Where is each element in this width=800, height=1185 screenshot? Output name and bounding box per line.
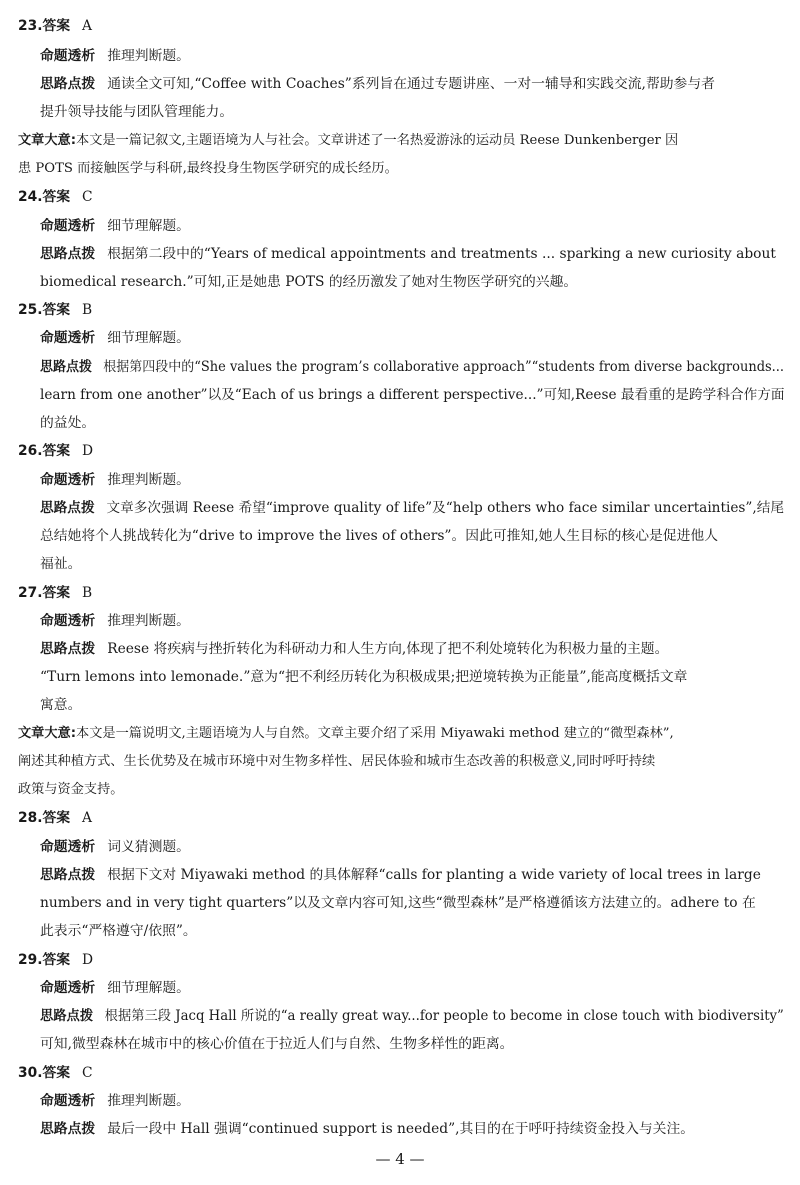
- reasoning-line-27-1: 思路点拨 Reese 将疾病与挫折转化为科研动力和人生方向,体现了把不利处境转化为积极力量的主题。: [40, 641, 669, 657]
- answer-line-25: 25.答案 B: [18, 302, 93, 318]
- reasoning-line-28-2: numbers and in very tight quarters”以及文章内容可知,这些“微型森林”是严格遵循该方法建立的。adhere to 在: [40, 895, 756, 911]
- analysis-line-27: 命题透析 推理判断题。: [40, 613, 190, 629]
- reasoning-line-23-1: 思路点拨 通读全文可知,“Coffee with Coaches”系列旨在通过专题讲座、一对一辅导和实践交流,帮助参与者: [40, 76, 715, 92]
- reasoning-line-29-1: 思路点拨 根据第三段 Jacq Hall 所说的“a really great way...for people to become in close touch with biodiversity”: [40, 1008, 784, 1024]
- summary-2-line-3: 政策与资金支持。: [18, 782, 124, 797]
- summary-2-line-1: 文章大意:本文是一篇说明文,主题语境为人与自然。文章主要介绍了采用 Miyawaki method 建立的“微型森林”,: [18, 726, 674, 741]
- answer-line-26: 26.答案 D: [18, 443, 94, 459]
- analysis-line-30: 命题透析 推理判断题。: [40, 1093, 190, 1109]
- reasoning-line-27-2: “Turn lemons into lemonade.”意为“把不利经历转化为积极成果;把逆境转换为正能量”,能高度概括文章: [40, 669, 688, 685]
- answer-line-28: 28.答案 A: [18, 810, 93, 826]
- reasoning-line-25-3: 的益处。: [40, 415, 96, 431]
- reasoning-line-25-2: learn from one another”以及“Each of us brings a different perspective...”可知,Reese 最看重的是跨学科合作方面: [40, 387, 785, 403]
- answer-line-27: 27.答案 B: [18, 585, 93, 601]
- reasoning-line-26-3: 福祉。: [40, 556, 82, 572]
- answer-line-30: 30.答案 C: [18, 1065, 93, 1081]
- analysis-line-24: 命题透析 细节理解题。: [40, 218, 190, 234]
- summary-1-line-1: 文章大意:本文是一篇记叙文,主题语境为人与社会。文章讲述了一名热爱游泳的运动员 Reese Dunkenberger 因: [18, 133, 679, 148]
- analysis-line-25: 命题透析 细节理解题。: [40, 330, 190, 346]
- reasoning-line-23-2: 提升领导技能与团队管理能力。: [40, 104, 234, 120]
- answer-line-23: 23.答案 A: [18, 18, 93, 34]
- reasoning-line-26-2: 总结她将个人挑战转化为“drive to improve the lives of others”。因此可推知,她人生目标的核心是促进他人: [40, 528, 718, 544]
- analysis-line-23: 命题透析 推理判断题。: [40, 48, 190, 64]
- summary-2-line-2: 阐述其种植方式、生长优势及在城市环境中对生物多样性、居民体验和城市生态改善的积极意义,同时呼吁持续: [18, 754, 656, 769]
- reasoning-line-28-3: 此表示“严格遵守/依照”。: [40, 923, 197, 939]
- reasoning-line-25-1: 思路点拨 根据第四段中的“She values the program’s collaborative approach”“students from diverse backgrounds...: [40, 359, 785, 375]
- reasoning-line-28-1: 思路点拨 根据下文对 Miyawaki method 的具体解释“calls for planting a wide variety of local trees in large: [40, 867, 761, 883]
- page-number: — 4 —: [375, 1150, 425, 1168]
- reasoning-line-27-3: 寓意。: [40, 697, 82, 713]
- answer-line-24: 24.答案 C: [18, 189, 93, 205]
- analysis-line-28: 命题透析 词义猜测题。: [40, 839, 190, 855]
- answer-line-29: 29.答案 D: [18, 952, 94, 968]
- reasoning-line-29-2: 可知,微型森林在城市中的核心价值在于拉近人们与自然、生物多样性的距离。: [40, 1036, 514, 1052]
- reasoning-line-30-1: 思路点拨 最后一段中 Hall 强调“continued support is needed”,其目的在于呼吁持续资金投入与关注。: [40, 1121, 695, 1137]
- analysis-line-26: 命题透析 推理判断题。: [40, 472, 190, 488]
- reasoning-line-26-1: 思路点拨 文章多次强调 Reese 希望“improve quality of life”及“help others who face similar uncertainties”,结尾: [40, 500, 785, 516]
- reasoning-line-24-1: 思路点拨 根据第二段中的“Years of medical appointments and treatments ... sparking a new curiosity about: [40, 246, 776, 262]
- summary-1-line-2: 患 POTS 而接触医学与科研,最终投身生物医学研究的成长经历。: [18, 161, 398, 176]
- analysis-line-29: 命题透析 细节理解题。: [40, 980, 190, 996]
- reasoning-line-24-2: biomedical research.”可知,正是她患 POTS 的经历激发了她对生物医学研究的兴趣。: [40, 274, 578, 290]
